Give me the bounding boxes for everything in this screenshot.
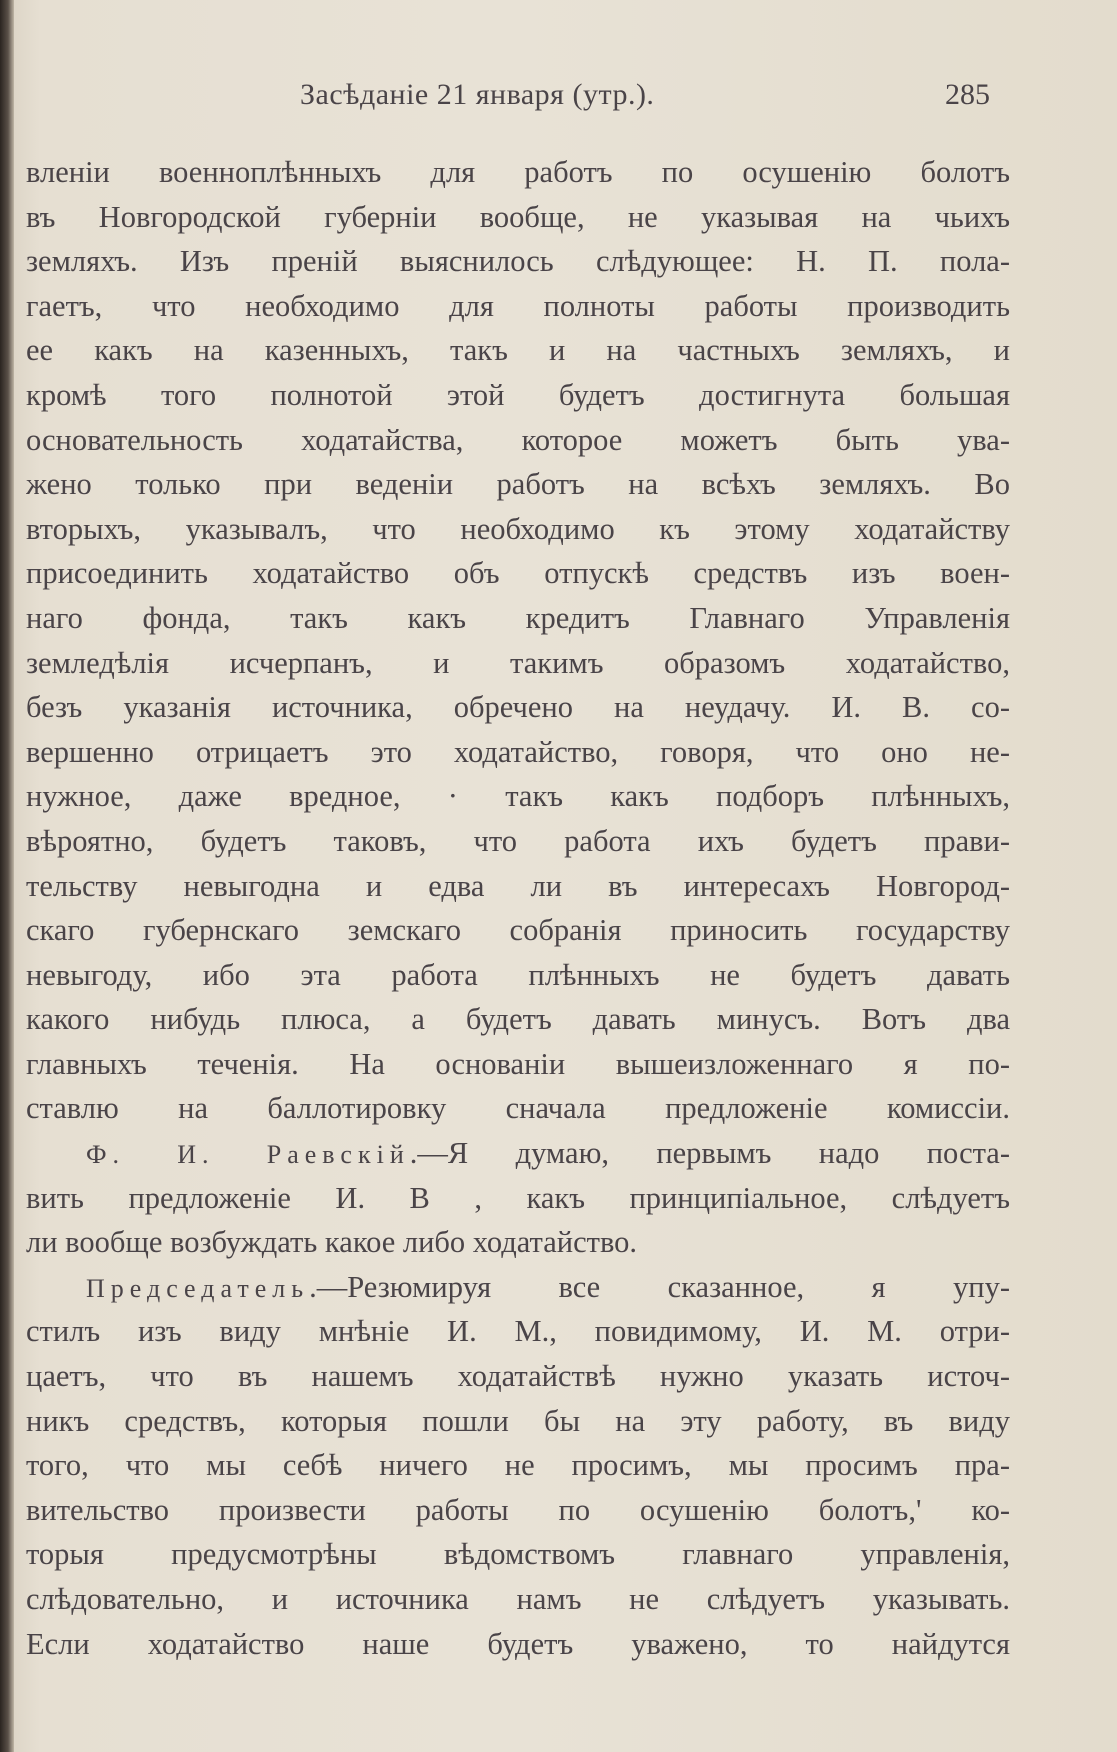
line-text: .—Я думаю, первымъ надо поста-	[409, 1136, 1010, 1171]
text-line	[26, 551, 1010, 596]
text-line	[26, 1622, 1010, 1667]
line-text: присоединить ходатайство объ отпускѣ средствъ изъ воен-	[26, 556, 1010, 591]
text-line	[26, 819, 1010, 864]
line-text: невыгоду, ибо эта работа плѣнныхъ не будетъ давать	[26, 957, 1010, 992]
text-line	[26, 195, 1010, 240]
line-text: того, что мы себѣ ничего не просимъ, мы просимъ пра-	[26, 1448, 1010, 1483]
text-line	[26, 1354, 1010, 1399]
line-text: жено только при веденіи работъ на всѣхъ земляхъ. Во	[26, 467, 1010, 502]
line-text: вторыхъ, указывалъ, что необходимо къ этому ходатайству	[26, 511, 1010, 546]
text-line	[26, 1488, 1010, 1533]
line-text: наго фонда, такъ какъ кредитъ Главнаго Управленія	[26, 600, 1010, 635]
line-text: въ Новгородской губерніи вообще, не указывая на чьихъ	[26, 199, 1010, 234]
text-line	[26, 1176, 1010, 1221]
text-line	[26, 1086, 1010, 1131]
text-line	[26, 1220, 1010, 1265]
text-line	[26, 908, 1010, 953]
text-line	[26, 1532, 1010, 1577]
text-line	[26, 997, 1010, 1042]
running-header	[300, 78, 990, 118]
text-line	[26, 1309, 1010, 1354]
text-line	[26, 328, 1010, 373]
text-line	[26, 1577, 1010, 1622]
text-line	[26, 1131, 1010, 1176]
text-line	[26, 1443, 1010, 1488]
book-spine	[0, 0, 14, 1752]
text-line	[26, 596, 1010, 641]
line-text: земледѣлія исчерпанъ, и такимъ образомъ ходатайство,	[26, 645, 1010, 680]
text-line	[26, 1399, 1010, 1444]
text-line	[26, 641, 1010, 686]
line-text: тельству невыгодна и едва ли въ интересахъ Новгород-	[26, 868, 1010, 903]
line-text: скаго губернскаго земскаго собранія приносить государству	[26, 913, 1010, 948]
text-line	[26, 150, 1010, 195]
text-line	[26, 418, 1010, 463]
line-text: вить предложеніе И. В , какъ принципіальное, слѣдуетъ	[26, 1180, 1010, 1215]
line-text: нужное, даже вредное, · такъ какъ подборъ плѣнныхъ,	[26, 779, 1010, 814]
line-text: цаетъ, что въ нашемъ ходатайствѣ нужно указать источ-	[26, 1359, 1010, 1394]
line-text: безъ указанія источника, обречено на неудачу. И. В. со-	[26, 690, 1010, 725]
text-line	[26, 774, 1010, 819]
line-text: земляхъ. Изъ преній выяснилось слѣдующее: Н. П. пола-	[26, 244, 1010, 279]
text-line	[26, 239, 1010, 284]
body-text	[26, 150, 1010, 1666]
text-line	[26, 685, 1010, 730]
line-text: гаетъ, что необходимо для полноты работы производить	[26, 288, 1010, 323]
line-text: вершенно отрицаетъ это ходатайство, говоря, что оно не-	[26, 734, 1010, 769]
speaker-name: Председатель	[86, 1273, 310, 1303]
line-text: ставлю на баллотировку сначала предложеніе комиссіи.	[26, 1091, 1010, 1126]
text-line	[26, 730, 1010, 775]
line-text: ли вообще возбуждать какое либо ходатайство.	[26, 1225, 638, 1260]
text-line	[26, 507, 1010, 552]
text-line	[26, 1042, 1010, 1087]
line-text: торыя предусмотрѣны вѣдомствомъ главнаго управленія,	[26, 1537, 1010, 1572]
line-text: основательность ходатайства, которое можетъ быть ува-	[26, 422, 1010, 457]
speaker-name: Ф. И. Раевскій	[86, 1140, 410, 1170]
line-text: .—Резюмируя все сказанное, я упу-	[309, 1269, 1010, 1304]
line-text: ее какъ на казенныхъ, такъ и на частныхъ земляхъ, и	[26, 333, 1010, 368]
line-text: Если ходатайство наше будетъ уважено, то найдутся	[26, 1626, 1010, 1661]
line-text: стилъ изъ виду мнѣніе И. М., повидимому, И. М. отри-	[26, 1314, 1010, 1349]
line-text: какого нибудь плюса, а будетъ давать минусъ. Вотъ два	[26, 1002, 1010, 1037]
page-number: 285	[945, 78, 990, 111]
running-title: Засѣданіе 21 января (утр.).	[300, 78, 655, 111]
line-text: главныхъ теченія. На основаніи вышеизложеннаго я по-	[26, 1046, 1010, 1081]
line-text: вленіи военноплѣнныхъ для работъ по осушенію болотъ	[26, 155, 1010, 189]
text-line	[26, 373, 1010, 418]
line-text: никъ средствъ, которыя пошли бы на эту работу, въ виду	[26, 1403, 1010, 1438]
text-line	[26, 864, 1010, 909]
line-text: вительство произвести работы по осушенію болотъ,' ко-	[26, 1492, 1010, 1527]
text-line	[26, 1265, 1010, 1310]
line-text: кромѣ того полнотой этой будетъ достигнута большая	[26, 377, 1010, 412]
line-text: слѣдовательно, и источника намъ не слѣдуетъ указывать.	[26, 1582, 1010, 1616]
text-line	[26, 953, 1010, 998]
text-line	[26, 462, 1010, 507]
line-text: вѣроятно, будетъ таковъ, что работа ихъ будетъ прави-	[26, 823, 1010, 858]
text-line	[26, 284, 1010, 329]
